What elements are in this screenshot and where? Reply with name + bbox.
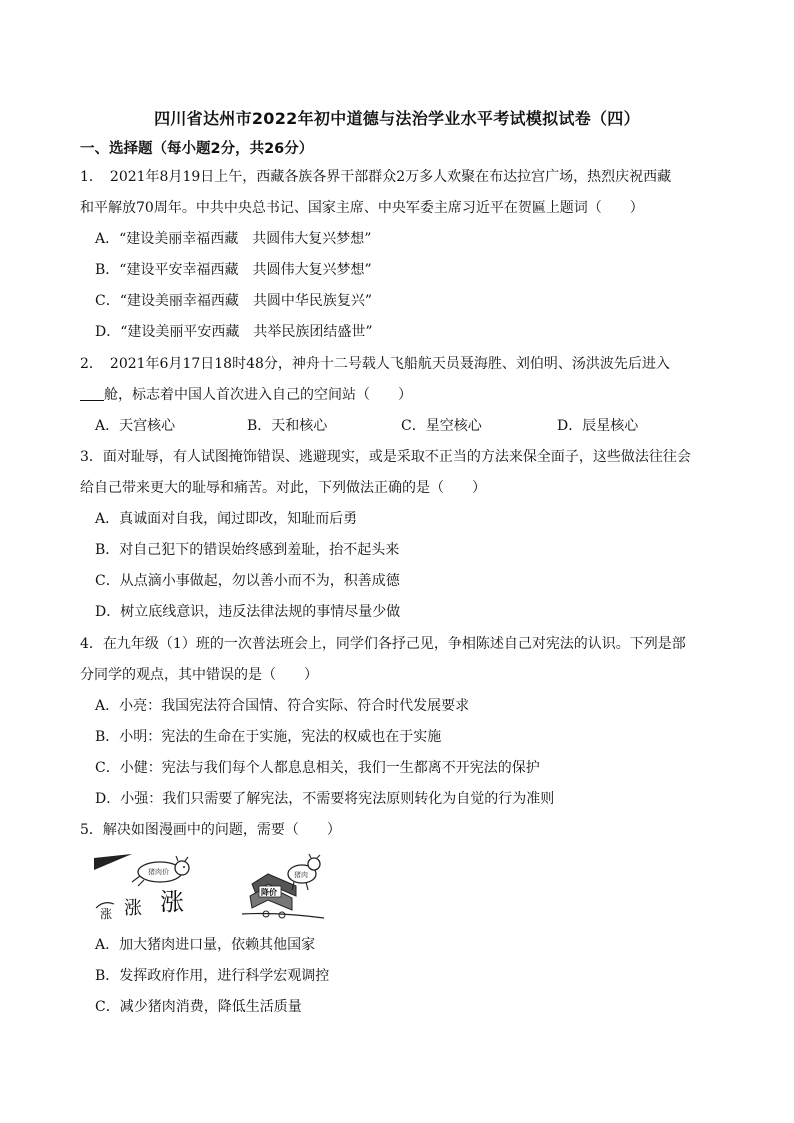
question-2-option-b: B．天和核心 [247,418,328,434]
question-2-option-c: C．星空核心 [401,418,482,434]
question-2-option-d: D．辰星核心 [557,418,639,434]
page-title: 四川省达州市2022年初中道德与法治学业水平考试模拟试卷（四） [154,109,640,128]
wheel [279,912,285,918]
question-5-option-c: C．减少猪肉消费，降低生活质量 [95,999,302,1015]
cartoon-right-pig-label: 猪肉 [294,871,308,879]
question-3-line-1: 3．面对耻辱，有人试图掩饰错误、逃避现实，或是采取不正当的方法来保全面子，这些做法往往会 [80,449,691,465]
question-2-line-2-text: 舱，标志着中国人首次进入自己的空间站（ ） [104,387,412,403]
question-4-option-b: B．小明：宪法的生命在于实施，宪法的权威也在于实施 [95,729,442,745]
rise-char-small: 涨 [100,907,113,921]
question-3-line-2: 给自己带来更大的耻辱和痛苦。对此，下列做法正确的是（ ） [80,480,486,496]
price-down-label: 降价 [261,888,277,897]
question-2-line-1: 2． 2021年6月17日18时48分，神舟十二号载人飞船航天员聂海胜、刘伯明、汤洪波先后进入 [80,356,670,372]
question-1-option-a: A．“建设美丽幸福西藏 共圆伟大复兴梦想” [95,231,372,247]
question-1-line-1: 1． 2021年8月19日上午，西藏各族各界干部群众2万多人欢聚在布达拉宫广场，热烈庆祝西藏 [80,169,672,185]
question-2-option-a: A．天宫核心 [95,418,176,434]
wind-streak [94,854,132,870]
question-4-option-d: D．小强：我们只需要了解宪法，不需要将宪法原则转化为自觉的行为准则 [95,791,555,807]
cartoon-falling-panel [242,854,324,918]
question-1-option-d: D．“建设美丽平安西藏 共举民族团结盛世” [95,324,373,340]
question-1-line-2: 和平解放70周年。中共中央总书记、国家主席、中央军委主席习近平在贺匾上题词（ ） [80,200,644,216]
question-2-options-row [0,416,794,436]
question-1-option-b: B．“建设平安幸福西藏 共圆伟大复兴梦想” [95,262,372,278]
question-2-line-2 [80,385,720,405]
question-1-option-c: C．“建设美丽幸福西藏 共圆中华民族复兴” [95,293,373,309]
rise-char-large: 涨 [160,888,184,916]
question-3-option-c: C．从点滴小事做起，勿以善小而不为，积善成德 [95,573,400,589]
question-5-line-1: 5．解决如图漫画中的问题，需要（ ） [80,822,341,838]
question-5-option-a: A．加大猪肉进口量，依赖其他国家 [95,937,316,953]
question-3-option-b: B．对自己犯下的错误始终感到羞耻，抬不起头来 [95,542,400,558]
question-4-line-2: 分同学的观点，其中错误的是（ ） [80,667,318,683]
pork-price-cartoon [92,852,328,922]
question-3-option-a: A．真诚面对自我，闻过即改，知耻而后勇 [95,511,358,527]
question-4-line-1: 4．在九年级（1）班的一次普法班会上，同学们各抒己见，争相陈述自己对宪法的认识。下列是部 [80,636,686,652]
section-heading: 一、选择题（每小题2分，共26分） [80,141,314,157]
cartoon-left-pig-label: 猪肉价 [148,868,169,876]
cartoon-rising-panel [94,854,189,921]
question-4-option-a: A．小亮：我国宪法符合国情、符合实际、符合时代发展要求 [95,698,470,714]
answer-blank [80,386,104,401]
question-4-option-c: C．小健：宪法与我们每个人都息息相关，我们一生都离不开宪法的保护 [95,760,540,776]
rise-char-medium: 涨 [124,898,142,919]
question-3-option-d: D．树立底线意识，违反法律法规的事情尽量少做 [95,604,401,620]
question-5-option-b: B．发挥政府作用，进行科学宏观调控 [95,968,330,984]
